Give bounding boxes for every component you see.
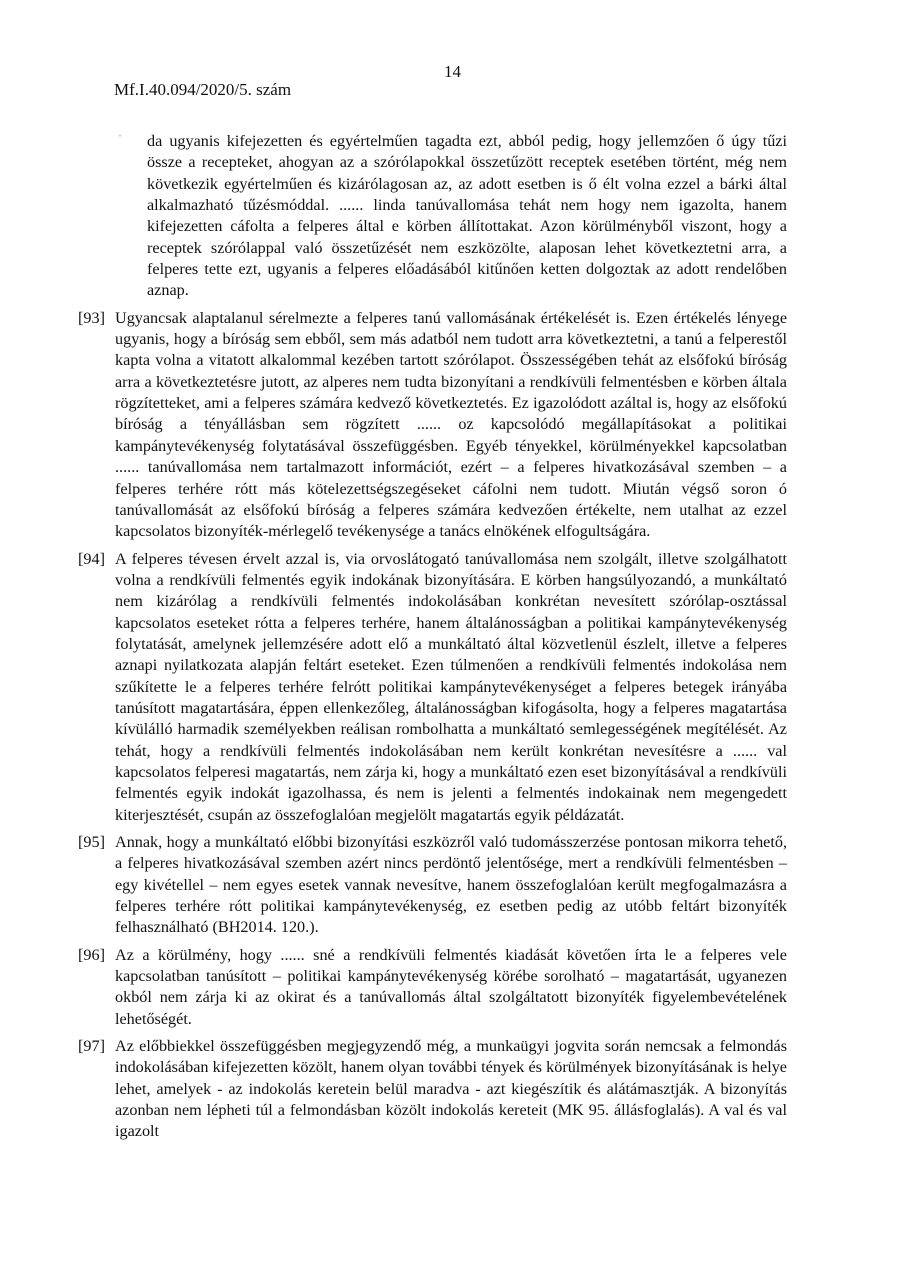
paragraph-93	[78, 308, 787, 543]
paragraph-number: [97]	[78, 1037, 105, 1056]
paragraph-number: [93]	[78, 308, 105, 327]
margin-mark: ˈ	[118, 132, 122, 146]
paragraph-96	[78, 945, 787, 1030]
paragraph-number: [96]	[78, 945, 105, 964]
paragraph-text: Az a körülmény, hogy ...... sné a rendkívüli felmentés kiadását követően írta le a felperes vele kapcsolatban tanúsított – politikai kampánytevékenység körébe sorolható – magatartását, ugyanezen okból nem zárja ki az okirat és a tanúvallomás által szolgáltatott bizonyíték figyelembevételének lehetőségét.	[115, 945, 787, 1028]
paragraph-text: A felperes tévesen érvelt azzal is, via orvoslátogató tanúvallomása nem szolgált, illetve szolgálhatott volna a rendkívüli felmentés egyik indokának bizonyítására. E körben hangsúlyozandó, a munkáltató nem kizárólag a rendkívüli felmentés indokolásában konkrétan nevesített szórólap-osztással kapcsolatos eseteket rótta a felperes terhére, hanem általánosságban a politikai kampánytevékenység folytatását, amelynek jellemzésére adott elő a munkáltató által közvetlenül észlelt, illetve a felperes aznapi nyilatkozata alapján feltárt eseteket. Ezen túlmenően a rendkívüli felmentés indokolása nem szűkítette le a felperes terhére felrótt politikai kampánytevékenységet a felperes betegek irányába tanúsított magatartására, éppen ellenkezőleg, általánosságban kifogásolta, hogy a felperes magatartása kívülálló harmadik személyekben reálisan rombolhatta a munkáltató semlegességének megítélését. Az tehát, hogy a rendkívüli felmentés indokolásában nem került konkrétan nevesítésre a ...... val kapcsolatos felperesi magatartás, nem zárja ki, hogy a munkáltató ezen eset bizonyításával a rendkívüli felmentés egyik indokát igazolhassa, és nem is jelenti a felmentés indokainak nem megengedett kiterjesztését, csupán az összefoglalóan megjelölt magatartás egyik példázatát.	[115, 549, 787, 824]
paragraph-95	[78, 832, 787, 939]
paragraph-94	[78, 549, 787, 826]
case-number: Mf.I.40.094/2020/5. szám	[114, 80, 292, 99]
paragraph-continued	[115, 131, 787, 302]
paragraph-number: [94]	[78, 549, 105, 568]
paragraph-text: Ugyancsak alaptalanul sérelmezte a felperes tanú vallomásának értékelését is. Ezen értékelés lényege ugyanis, hogy a bíróság sem ebből, sem más adatból nem tudott arra következtetni, a tanú a felperestől kapta volna a vitatott alkalommal kezében tartott szórólapot. Összességében tehát az elsőfokú bíróság arra a következtetésre jutott, az alperes nem tudta bizonyítani a rendkívüli felmentésben e körben általa rögzítetteket, ami a felperes számára kedvező következtetés. Ez igazolódott azáltal is, hogy az elsőfokú bíróság a tényállásban sem rögzített ...... oz kapcsolódó megállapításokat a politikai kampánytevékenység folytatásával összefüggésben. Egyéb tényekkel, körülményekkel kapcsolatban ...... tanúvallomása nem tartalmazott információt, ezért – a felperes hivatkozásával szemben – a felperes terhére rótt más kötelezettségszegéseket cáfolni nem tudott. Miután végső soron ó tanúvallomását az elsőfokú bíróság a felperes számára kedvezően értékelte, nem utalhat az ezzel kapcsolatos bizonyíték-mérlegelő tevékenysége a tanács elnökének elfogultságára.	[115, 308, 787, 541]
paragraph-97	[78, 1036, 787, 1143]
paragraph-text: da ugyanis kifejezetten és egyértelműen tagadta ezt, abból pedig, hogy jellemzően ő úgy tűzi össze a recepteket, ahogyan az a szórólapokkal összetűzött receptek esetében történt, még nem következik egyértelműen és kizárólagosan az, az adott esetben is ő élt volna ezzel a bárki által alkalmazható tűzésmóddal. ...... linda tanúvallomása tehát nem hogy nem igazolta, hanem kifejezetten cáfolta a felperes által e körben állítottakat. Azon körülményből viszont, hogy a receptek szórólappal való összetűzését nem eszközölte, alaposan lehet következtetni arra, a felperes tette ezt, ugyanis a felperes előadásából kitűnően ketten dolgoztak az adott rendelőben aznap.	[147, 132, 787, 300]
document-body	[78, 131, 787, 1149]
paragraph-text: Annak, hogy a munkáltató előbbi bizonyítási eszközről való tudomásszerzése pontosan mikorra tehető, a felperes hivatkozásával szemben azért nincs perdöntő jelentősége, mert a rendkívüli felmentésben – egy kivétellel – nem egyes esetek vannak nevesítve, hanem összefoglalóan került megfogalmazásra a felperes terhére rótt politikai kampánytevékenység, ez esetben pedig az utóbb feltárt bizonyíték felhasználható (BH2014. 120.).	[115, 833, 787, 937]
page-number: 14	[444, 62, 461, 81]
paragraph-number: [95]	[78, 833, 105, 851]
paragraph-text: Az előbbiekkel összefüggésben megjegyzendő még, a munkaügyi jogvita során nemcsak a felmondás indokolásában kifejezetten közölt, hanem olyan további tények és körülmények bizonyításának is helye lehet, amelyek - az indokolás keretein belül maradva - azt kiegészítik és alátámasztják. A bizonyítás azonban nem lépheti túl a felmondásban közölt indokolás kereteit (MK 95. állásfoglalás). A val és val igazolt	[115, 1037, 787, 1141]
